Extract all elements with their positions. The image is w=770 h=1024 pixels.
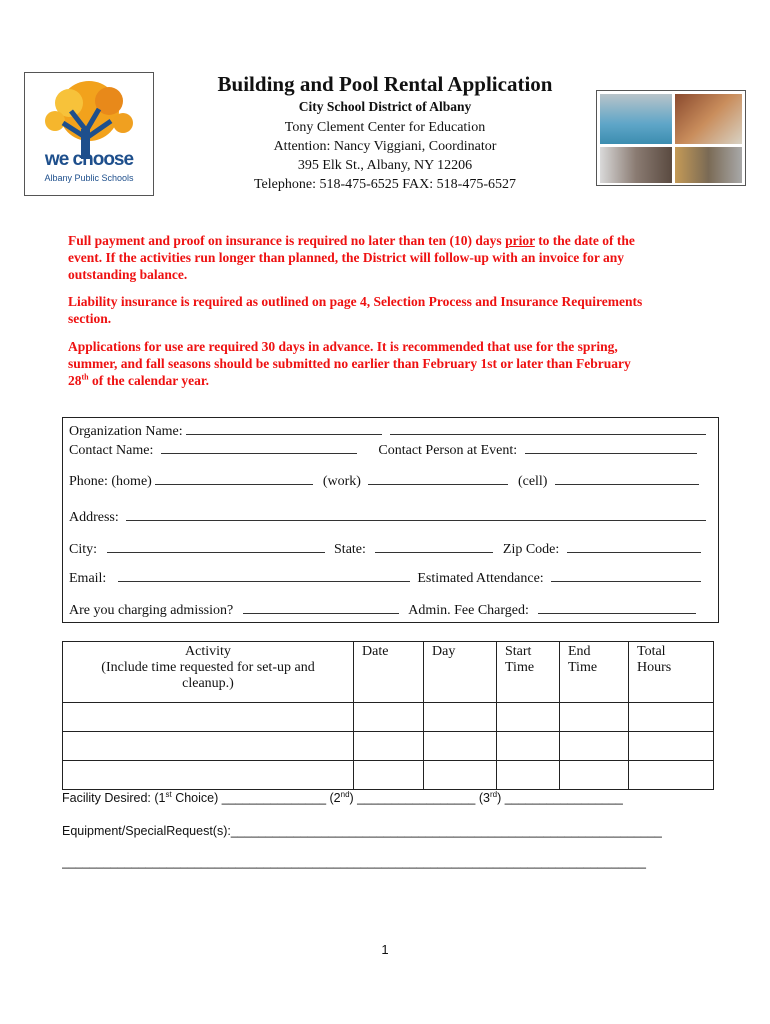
phone-home-label: Phone: (home) xyxy=(69,474,152,489)
state-label: State: xyxy=(334,542,366,557)
start-cell[interactable] xyxy=(497,732,560,761)
contact-info-box xyxy=(62,417,719,623)
day-header: Day xyxy=(424,642,497,703)
contact-person-event-label: Contact Person at Event: xyxy=(378,443,518,458)
total-cell[interactable] xyxy=(629,703,714,732)
admission-field[interactable] xyxy=(243,600,399,614)
attendance-label: Estimated Attendance: xyxy=(417,571,544,586)
address-field[interactable] xyxy=(126,507,706,521)
contact-name-field[interactable] xyxy=(161,440,357,454)
email-label: Email: xyxy=(69,571,107,586)
facility-desired-line[interactable]: Facility Desired: (1st Choice) _______________ (2nd) _________________ (3rd) _________________ xyxy=(62,789,623,805)
end-cell[interactable] xyxy=(560,761,629,790)
phone-home-field[interactable] xyxy=(155,471,313,485)
table-row xyxy=(63,732,714,761)
org-name-label: Organization Name: xyxy=(69,424,183,439)
end-cell[interactable] xyxy=(560,732,629,761)
table-row xyxy=(63,703,714,732)
zip-field[interactable] xyxy=(567,539,701,553)
day-cell[interactable] xyxy=(424,761,497,790)
day-cell[interactable] xyxy=(424,732,497,761)
admin-fee-label: Admin. Fee Charged: xyxy=(408,603,529,618)
org-name-field[interactable] xyxy=(186,421,382,435)
equipment-request-line-2[interactable]: ____________________________________________________________________________________ xyxy=(62,855,646,869)
admin-fee-field[interactable] xyxy=(538,600,696,614)
equipment-request-line[interactable]: Equipment/SpecialRequest(s):______________________________________________________________ xyxy=(62,824,662,838)
activity-header: Activity (Include time requested for set-up and cleanup.) xyxy=(63,642,354,703)
org-name-field-2[interactable] xyxy=(390,421,706,435)
building-photo xyxy=(675,94,742,144)
table-header-row xyxy=(63,642,714,703)
attention-line: Attention: Nancy Viggiani, Coordinator xyxy=(273,139,497,154)
page-title: Building and Pool Rental Application xyxy=(217,72,553,96)
date-cell[interactable] xyxy=(354,732,424,761)
phone-row xyxy=(69,471,699,490)
end-cell[interactable] xyxy=(560,703,629,732)
day-cell[interactable] xyxy=(424,703,497,732)
date-header: Date xyxy=(354,642,424,703)
address-row xyxy=(69,507,706,526)
albany-schools-logo xyxy=(24,72,154,196)
phone-cell-label: (cell) xyxy=(517,474,548,489)
start-cell[interactable] xyxy=(497,761,560,790)
start-time-header: Start Time xyxy=(497,642,560,703)
admission-label: Are you charging admission? xyxy=(69,603,234,618)
advance-notice: Applications for use are required 30 days in advance. It is recommended that use for the spring, summer, and fall seasons should be submitted no earlier than February 1st or later than February 28th of the calendar year. xyxy=(68,339,631,388)
gym-photo xyxy=(600,147,672,183)
city-state-zip-row xyxy=(69,539,701,558)
email-field[interactable] xyxy=(118,568,410,582)
total-hours-header: Total Hours xyxy=(629,642,714,703)
activity-cell[interactable] xyxy=(63,703,354,732)
contact-name-label: Contact Name: xyxy=(69,443,154,458)
district-name: City School District of Albany xyxy=(298,99,472,114)
zip-label: Zip Code: xyxy=(502,542,560,557)
address-line: 395 Elk St., Albany, NY 12206 xyxy=(297,158,473,173)
activity-table xyxy=(62,641,714,790)
contact-name-row xyxy=(69,440,697,459)
table-row xyxy=(63,761,714,790)
center-name: Tony Clement Center for Education xyxy=(284,120,486,135)
city-field[interactable] xyxy=(107,539,325,553)
start-cell[interactable] xyxy=(497,703,560,732)
email-row xyxy=(69,568,701,587)
phone-work-field[interactable] xyxy=(368,471,508,485)
contact-person-event-field[interactable] xyxy=(525,440,697,454)
attendance-field[interactable] xyxy=(551,568,701,582)
total-cell[interactable] xyxy=(629,761,714,790)
insurance-notice: Liability insurance is required as outlined on page 4, Selection Process and Insurance Requirements section. xyxy=(68,294,643,326)
page-number: 1 xyxy=(381,942,389,957)
pool-photo xyxy=(600,94,672,144)
state-field[interactable] xyxy=(375,539,493,553)
facility-photos xyxy=(596,90,746,186)
date-cell[interactable] xyxy=(354,703,424,732)
admission-row xyxy=(69,600,696,619)
date-cell[interactable] xyxy=(354,761,424,790)
total-cell[interactable] xyxy=(629,732,714,761)
org-name-row xyxy=(69,421,706,440)
phone-work-label: (work) xyxy=(322,474,361,489)
city-label: City: xyxy=(69,542,98,557)
logo-subtitle: Albany Public Schools xyxy=(44,173,134,183)
end-time-header: End Time xyxy=(560,642,629,703)
activity-cell[interactable] xyxy=(63,732,354,761)
hallway-photo xyxy=(675,147,742,183)
payment-notice: Full payment and proof on insurance is required no later than ten (10) days prior to the date of the event. If the activities run longer than planned, the District will follow-up with an invoice for any outstanding balance. xyxy=(68,233,635,282)
activity-cell[interactable] xyxy=(63,761,354,790)
logo-wordmark: we choose xyxy=(44,149,134,170)
address-label: Address: xyxy=(69,510,119,525)
phone-cell-field[interactable] xyxy=(555,471,699,485)
phone-fax-line: Telephone: 518-475-6525 FAX: 518-475-6527 xyxy=(253,177,516,192)
